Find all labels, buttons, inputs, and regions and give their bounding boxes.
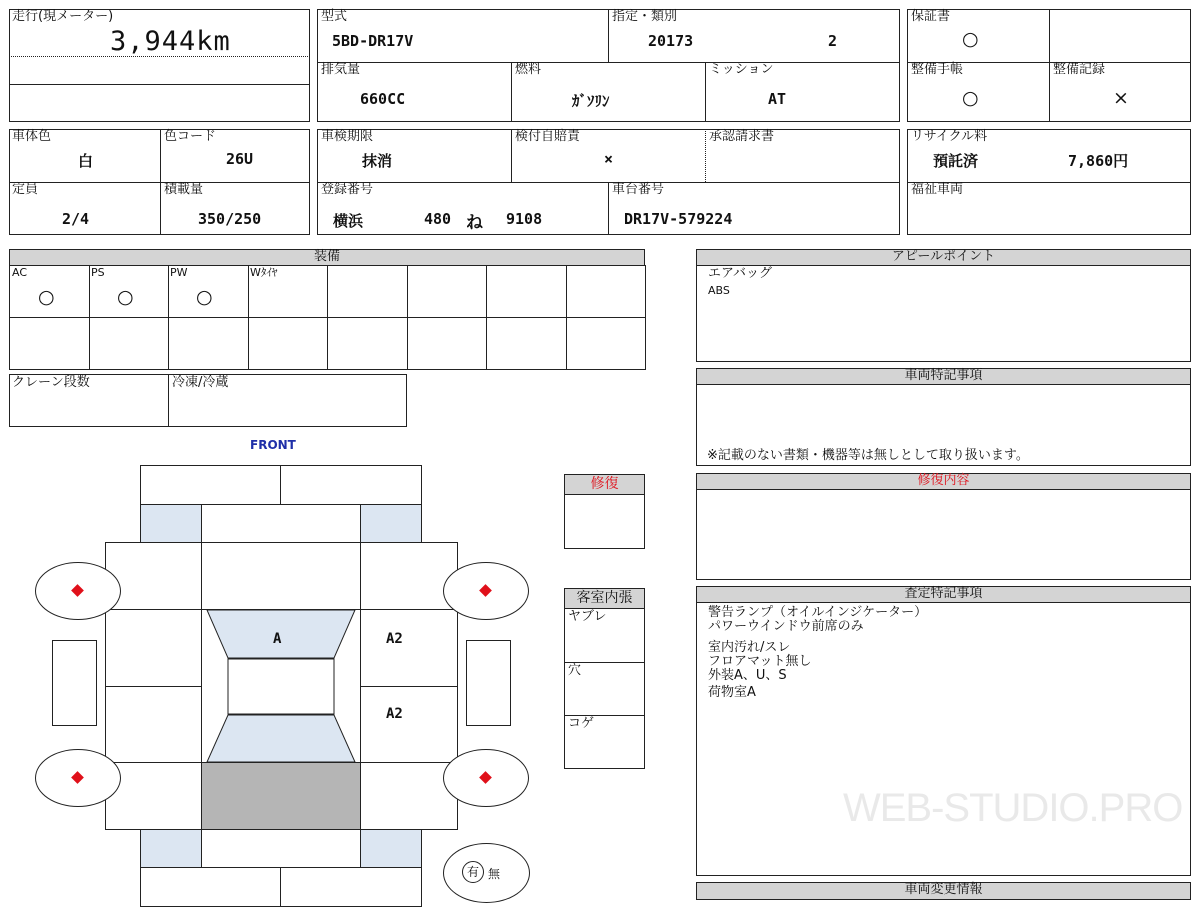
damage-mark-a2-rear-right: A2 [386,706,403,722]
equip-pw-label: PW [170,266,188,279]
approval-label: 承認請求書 [709,129,775,144]
displacement-label: 排気量 [321,62,361,77]
fuel-value: ｶﾞｿﾘﾝ [572,92,610,110]
displacement-value: 660CC [360,90,406,108]
transmission-label: ミッション [709,62,774,77]
repair-detail-header: 修復内容 [696,473,1191,490]
panel-rear-center [201,829,361,868]
load-label: 積載量 [164,182,204,197]
panel-front-left-corner [140,504,202,543]
maint-book-label: 整備手帳 [911,62,964,77]
fender-front-left [105,542,202,610]
panel-rear-right-corner [360,829,422,868]
fender-front-right [360,542,458,610]
equip-wtire-label: Wﾀｲﾔ [250,266,278,279]
model-label: 型式 [321,9,348,24]
appeal-line-abs: ABS [708,284,730,297]
rear-window [207,715,355,762]
spare-tire-ellipse [443,843,530,903]
registration-label: 登録番号 [321,182,374,197]
model-value: 5BD-DR17V [332,32,414,50]
changes-header: 車両変更情報 [696,882,1191,900]
inspection-label: 車検期限 [321,129,374,144]
registration-place: 横浜 [333,212,364,230]
door-front-left [105,609,202,687]
body-color-value: 白 [78,152,94,170]
tire-rear-right [443,749,529,807]
tire-rear-left [35,749,121,807]
repair-header: 修復 [564,474,645,495]
panel-front-center [201,504,361,543]
welfare-label: 福祉車両 [911,182,964,197]
front-label: FRONT [250,438,296,452]
chassis-value: DR17V-579224 [624,210,733,228]
equip-ps-label: PS [91,266,105,279]
equipment-cell [327,265,408,318]
assessment-line-6: 荷物室A [708,685,756,700]
trunk-panel [201,762,361,830]
assessment-line-3: 室内汚れ/スレ [708,640,791,655]
damage-mark-a2-front-right: A2 [386,631,403,647]
appeal-line-airbag: エアバッグ [708,266,772,281]
designation-value: 20173 [648,32,694,50]
equip-pw-mark: ○ [196,286,213,308]
registration-number: 9108 [506,210,543,228]
equipment-cell [9,317,90,370]
interior-hole-label: 穴 [568,663,582,678]
transmission-value: AT [768,90,787,108]
mirror-right [466,640,511,726]
equipment-cell [566,265,647,318]
crane-label: クレーン段数 [12,375,90,390]
inspection-value: 抹消 [362,152,393,170]
recycle-label: リサイクル料 [911,129,988,144]
door-rear-left [105,686,202,763]
fuel-label: 燃料 [515,62,542,77]
roof-panel [228,659,334,714]
special-note: ※記載のない書類・機器等は無しとして取り扱います。 [707,448,1029,463]
hood-panel [201,542,361,610]
equipment-header: 装備 [9,249,645,266]
classification-value: 2 [828,32,838,50]
mirror-left [52,640,97,726]
door-rear-right [360,686,458,763]
warranty-mark: ○ [962,28,979,50]
maint-record-mark: × [1113,87,1129,109]
equipment-cell [566,317,647,370]
maint-book-mark: ○ [962,87,979,109]
assessment-line-2: パワーウインドウ前席のみ [708,619,864,634]
recycle-status: 預託済 [933,152,979,170]
assessment-line-4: フロアマット無し [708,654,812,669]
bumper-rear-right [280,867,422,907]
assessment-header: 査定特記事項 [696,586,1191,603]
color-code-label: 色コード [164,129,217,144]
special-header: 車両特記事項 [696,368,1191,385]
equipment-cell [248,317,329,370]
freezer-label: 冷凍/冷蔵 [172,375,229,390]
equipment-cell [486,317,567,370]
insurance-label: 検付自賠責 [515,129,581,144]
bumper-front-right [280,465,422,505]
panel-front-right-corner [360,504,422,543]
spare-tire-has: 有 [462,861,484,883]
mileage-label: 走行(現メーター) [12,9,114,24]
bumper-rear-left [140,867,281,907]
interior-header: 客室内張 [564,588,645,609]
warranty-label: 保証書 [911,9,951,24]
maint-record-label: 整備記録 [1053,62,1106,77]
capacity-value: 2/4 [62,210,90,228]
tire-front-right [443,562,529,620]
bumper-front-left [140,465,281,505]
chassis-label: 車台番号 [612,182,665,197]
door-front-right [360,609,458,687]
registration-class: 480 [424,210,452,228]
damage-mark-a: A [273,631,282,647]
assessment-line-1: 警告ランプ（オイルインジケーター） [708,605,928,620]
equipment-cell [168,317,249,370]
appeal-header: アピールポイント [696,249,1191,266]
repair-detail-box [696,489,1191,580]
equip-ac-mark: ○ [38,286,55,308]
assessment-line-5: 外装A、U、S [708,668,787,683]
interior-burn-label: コゲ [568,716,595,731]
equipment-cell [486,265,567,318]
body-color-label: 車体色 [12,129,52,144]
repair-box [564,494,645,549]
designation-label: 指定・類別 [612,9,678,24]
load-value: 350/250 [198,210,262,228]
equipment-cell [89,317,170,370]
equip-ps-mark: ○ [117,286,134,308]
spare-tire-none: 無 [488,867,501,881]
equipment-cell [407,265,488,318]
equipment-cell [327,317,408,370]
mileage-value: 3,944km [110,26,231,57]
insurance-value: × [604,150,614,168]
panel-rear-left-corner [140,829,202,868]
watermark: WEB-STUDIO.PRO [843,786,1183,830]
equip-ac-label: AC [12,266,28,279]
interior-tear-label: ヤブレ [568,609,607,624]
tire-front-left [35,562,121,620]
recycle-amount: 7,860円 [1068,152,1129,170]
capacity-label: 定員 [12,182,39,197]
equipment-cell [407,317,488,370]
color-code-value: 26U [226,150,254,168]
registration-kana: ね [466,213,483,233]
